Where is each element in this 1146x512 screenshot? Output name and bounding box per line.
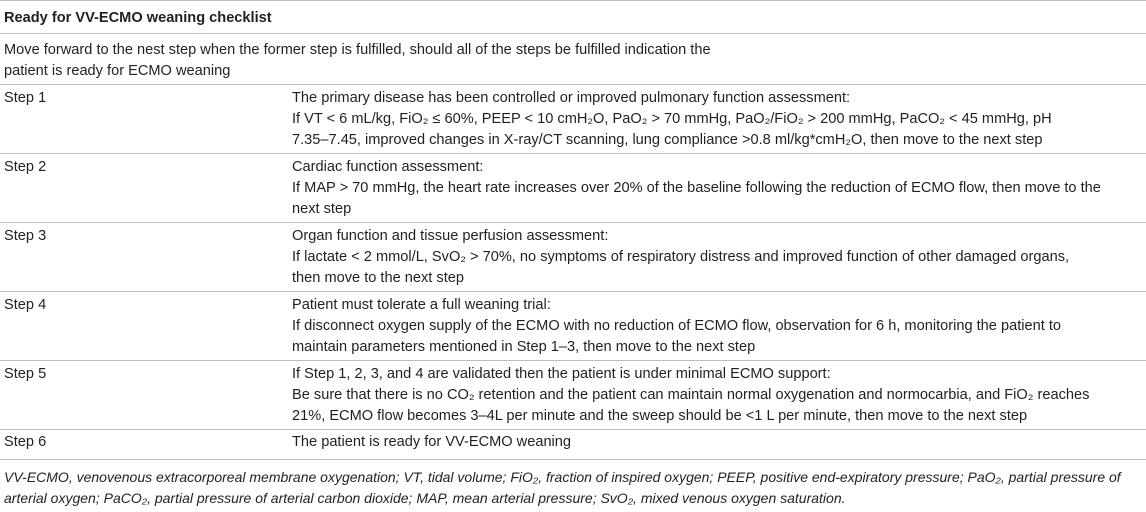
row-rule: [0, 222, 1146, 223]
step-heading: The patient is ready for VV-ECMO weaning: [292, 434, 572, 450]
step-detail-line: next step: [292, 201, 352, 217]
step-description: [292, 295, 1142, 358]
step-label: Step 3: [4, 228, 47, 244]
step-detail-line: Be sure that there is no CO₂ retention and the patient can maintain normal oxygenation and normocarbia, and FiO₂ reaches: [292, 387, 1090, 403]
table-top-rule: [0, 0, 1146, 1]
step-detail-line: maintain parameters mentioned in Step 1–3, then move to the next step: [292, 339, 756, 355]
step-description: [292, 432, 1142, 453]
step-description: [292, 364, 1142, 427]
step-label: Step 4: [4, 297, 47, 313]
step-detail-line: 7.35–7.45, improved changes in X-ray/CT scanning, lung compliance >0.8 ml/kg*cmH₂O, then move to the next step: [292, 132, 1043, 148]
step-detail-line: If disconnect oxygen supply of the ECMO with no reduction of ECMO flow, observation for 6 h, monitoring the patient to: [292, 318, 1062, 334]
step-label: Step 1: [4, 90, 47, 106]
table-bottom-rule: [0, 459, 1146, 460]
step-label: Step 2: [4, 159, 47, 175]
table-title: Ready for VV-ECMO weaning checklist: [4, 10, 272, 26]
step-detail-line: If VT < 6 mL/kg, FiO₂ ≤ 60%, PEEP < 10 cmH₂O, PaO₂ > 70 mmHg, PaO₂/FiO₂ > 200 mmHg, PaCO₂ < 45 mmHg, pH: [292, 111, 1052, 127]
row-rule: [0, 153, 1146, 154]
step-detail-line: If lactate < 2 mmol/L, SvO₂ > 70%, no symptoms of respiratory distress and improved function of other damaged organs,: [292, 249, 1070, 265]
step-heading: Organ function and tissue perfusion assessment:: [292, 228, 609, 244]
step-heading: If Step 1, 2, 3, and 4 are validated then the patient is under minimal ECMO support:: [292, 366, 831, 382]
step-label: Step 5: [4, 366, 47, 382]
row-rule: [0, 291, 1146, 292]
step-detail-line: If MAP > 70 mmHg, the heart rate increases over 20% of the baseline following the reduction of ECMO flow, then move to the: [292, 180, 1101, 196]
footnote-line: arterial oxygen; PaCO₂, partial pressure of arterial carbon dioxide; MAP, mean arterial pressure; SvO₂, mixed venous oxygen saturation.: [4, 490, 846, 506]
row-rule: [0, 360, 1146, 361]
step-heading: Patient must tolerate a full weaning trial:: [292, 297, 551, 313]
intro-rule: [0, 84, 1146, 85]
intro-line: Move forward to the nest step when the former step is fulfilled, should all of the steps be fulfilled indication the: [4, 42, 711, 58]
step-detail-line: 21%, ECMO flow becomes 3–4L per minute and the sweep should be <1 L per minute, then move to the next step: [292, 408, 1028, 424]
step-heading: Cardiac function assessment:: [292, 159, 484, 175]
step-description: [292, 226, 1142, 289]
title-rule: [0, 33, 1146, 34]
step-description: [292, 88, 1142, 151]
table-intro: [4, 40, 764, 82]
table-footnote: [4, 467, 1142, 509]
step-label: Step 6: [4, 434, 47, 450]
step-detail-line: then move to the next step: [292, 270, 464, 286]
row-rule: [0, 429, 1146, 430]
step-heading: The primary disease has been controlled or improved pulmonary function assessment:: [292, 90, 851, 106]
footnote-line: VV-ECMO, venovenous extracorporeal membrane oxygenation; VT, tidal volume; FiO₂, fraction of inspired oxygen; PEEP, positive end-expiratory pressure; PaO₂, partial pressure of: [4, 469, 1121, 485]
step-description: [292, 157, 1142, 220]
intro-line: patient is ready for ECMO weaning: [4, 63, 231, 79]
